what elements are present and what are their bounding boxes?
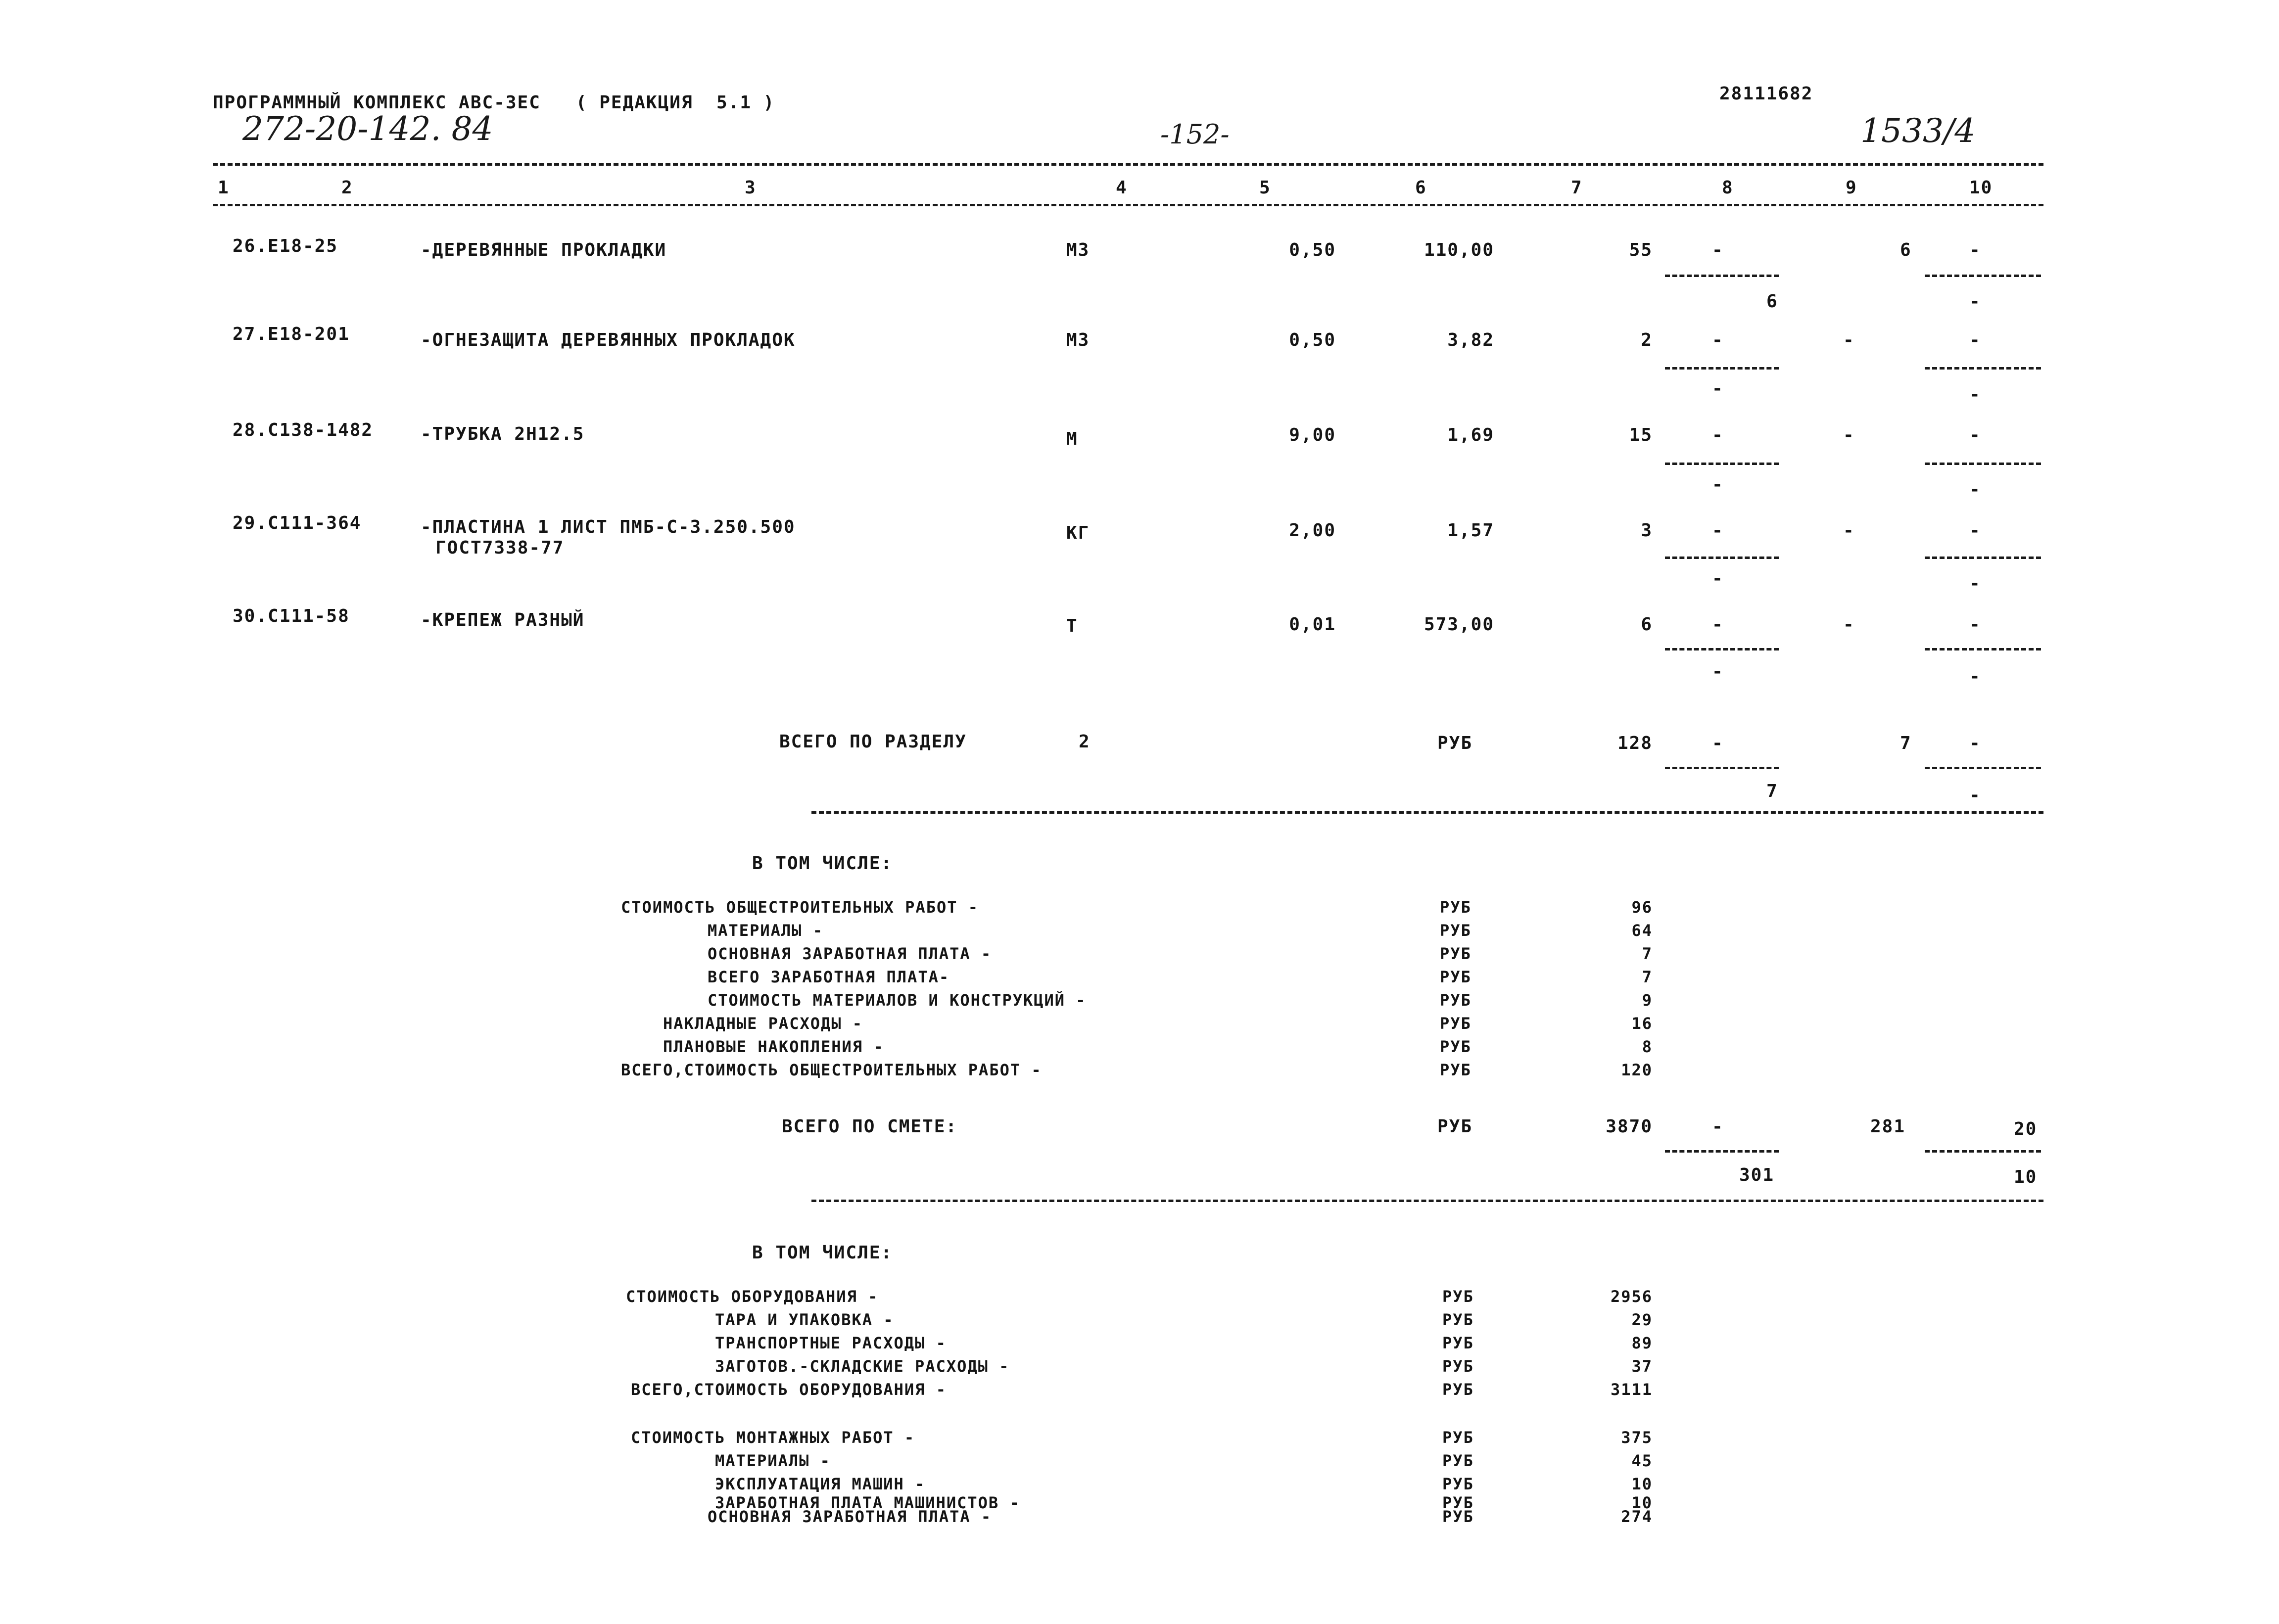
breakdown-label: СТОИМОСТЬ МАТЕРИАЛОВ И КОНСТРУКЦИЙ - — [708, 991, 1087, 1010]
breakdown-value: 29 — [1631, 1310, 1653, 1329]
breakdown-label: МАТЕРИАЛЫ - — [715, 1451, 831, 1470]
row-unit: М — [1066, 429, 1078, 449]
column-header: 2 — [341, 178, 353, 198]
row-col9: - — [1843, 614, 1855, 635]
breakdown-title: В ТОМ ЧИСЛЕ: — [752, 1243, 893, 1263]
breakdown-unit: РУБ — [1440, 1061, 1472, 1079]
cell-divider — [1925, 275, 2041, 277]
breakdown-unit: РУБ — [1442, 1310, 1474, 1329]
breakdown-label: ЗАГОТОВ.-СКЛАДСКИЕ РАСХОДЫ - — [715, 1357, 1010, 1376]
breakdown-unit: РУБ — [1442, 1357, 1474, 1376]
column-header: 1 — [218, 178, 230, 198]
breakdown-value: 2956 — [1610, 1287, 1653, 1306]
breakdown-label: ПЛАНОВЫЕ НАКОПЛЕНИЯ - — [663, 1037, 884, 1056]
section-number: 2 — [1079, 732, 1091, 752]
row-qty: 9,00 — [1289, 425, 1336, 445]
row-name: -КРЕПЕЖ РАЗНЫЙ — [421, 610, 585, 630]
row-qty: 0,50 — [1289, 330, 1336, 350]
row-unit: КГ — [1066, 523, 1090, 543]
breakdown-label: СТОИМОСТЬ МОНТАЖНЫХ РАБОТ - — [631, 1428, 915, 1447]
row-name: -ПЛАСТИНА 1 ЛИСТ ПМБ-С-3.250.500 — [421, 517, 796, 537]
breakdown-value: 89 — [1631, 1334, 1653, 1352]
row-total: 6 — [1641, 614, 1653, 635]
breakdown-label: ВСЕГО,СТОИМОСТЬ ОБОРУДОВАНИЯ - — [631, 1380, 947, 1399]
row-col8: - — [1712, 425, 1724, 445]
breakdown-unit: РУБ — [1440, 921, 1472, 940]
row-code: 29.С111-364 — [233, 513, 362, 533]
cell-divider — [1925, 767, 2041, 769]
row-total: 15 — [1629, 425, 1653, 445]
row-price: 110,00 — [1424, 240, 1494, 260]
document-code: 28111682 — [1719, 84, 1813, 104]
breakdown-label: ЗАРАБОТНАЯ ПЛАТА МАШИНИСТОВ - — [715, 1493, 1020, 1512]
header-rule-bottom — [213, 204, 2043, 206]
breakdown-value: 7 — [1642, 968, 1653, 986]
estimate-total-value: 3870 — [1606, 1116, 1653, 1137]
breakdown-value: 7 — [1642, 944, 1653, 963]
row-price: 573,00 — [1424, 614, 1494, 635]
program-header: ПРОГРАММНЫЙ КОМПЛЕКС АВС-ЗЕС ( РЕДАКЦИЯ 5.1 ) — [213, 93, 775, 113]
row-col10: - — [1969, 330, 1981, 350]
row-name: -ТРУБКА 2Н12.5 — [421, 424, 585, 444]
row-col10-sub: - — [1969, 291, 1981, 312]
breakdown-unit: РУБ — [1442, 1287, 1474, 1306]
column-header: 3 — [745, 178, 757, 198]
breakdown-label: ВСЕГО ЗАРАБОТНАЯ ПЛАТА- — [708, 968, 950, 986]
column-header: 4 — [1116, 178, 1128, 198]
row-col10: - — [1969, 425, 1981, 445]
cell-divider — [1665, 367, 1779, 370]
breakdown-unit: РУБ — [1440, 1014, 1472, 1033]
cell-divider — [1925, 648, 2041, 650]
cell-divider — [1665, 463, 1779, 465]
breakdown-unit: РУБ — [1442, 1507, 1474, 1526]
document-number: 272-20-142. 84 — [242, 110, 493, 148]
estimate-total-unit: РУБ — [1437, 1116, 1473, 1137]
column-header: 9 — [1846, 178, 1857, 198]
header-rule-top — [213, 163, 2043, 166]
row-code: 28.С138-1482 — [233, 420, 374, 440]
row-col8-sub: - — [1712, 661, 1724, 682]
breakdown-value: 10 — [1631, 1475, 1653, 1493]
row-total: 3 — [1641, 520, 1653, 541]
row-qty: 2,00 — [1289, 520, 1336, 541]
row-col8-sub: - — [1712, 378, 1724, 399]
row-name-2: ГОСТ7338-77 — [435, 538, 565, 558]
separator-line — [811, 1200, 2043, 1202]
column-header: 6 — [1415, 178, 1427, 198]
row-col8: - — [1712, 520, 1724, 541]
estimate-total-col9: 281 — [1870, 1116, 1906, 1137]
breakdown-unit: РУБ — [1440, 968, 1472, 986]
row-code: 30.С111-58 — [233, 606, 350, 626]
breakdown-value: 16 — [1631, 1014, 1653, 1033]
breakdown-label: ТАРА И УПАКОВКА - — [715, 1310, 894, 1329]
row-unit: М3 — [1066, 330, 1090, 350]
row-unit: Т — [1066, 616, 1078, 636]
breakdown-unit: РУБ — [1442, 1475, 1474, 1493]
breakdown-label: НАКЛАДНЫЕ РАСХОДЫ - — [663, 1014, 863, 1033]
estimate-total-col8: - — [1712, 1116, 1724, 1137]
section-total-col9: 7 — [1900, 733, 1912, 753]
breakdown-unit: РУБ — [1440, 898, 1472, 917]
row-price: 1,69 — [1447, 425, 1494, 445]
breakdown-value: 64 — [1631, 921, 1653, 940]
row-code: 27.Е18-201 — [233, 324, 350, 344]
sheet-number: 1533/4 — [1860, 112, 1976, 150]
column-header: 7 — [1571, 178, 1583, 198]
estimate-total-label: ВСЕГО ПО СМЕТЕ: — [782, 1116, 958, 1137]
breakdown-value: 37 — [1631, 1357, 1653, 1376]
breakdown-label: ВСЕГО,СТОИМОСТЬ ОБЩЕСТРОИТЕЛЬНЫХ РАБОТ - — [621, 1061, 1042, 1079]
row-name: -ОГНЕЗАЩИТА ДЕРЕВЯННЫХ ПРОКЛАДОК — [421, 330, 796, 350]
row-col10-sub: - — [1969, 479, 1981, 500]
breakdown-label: ТРАНСПОРТНЫЕ РАСХОДЫ - — [715, 1334, 947, 1352]
row-col8-sub: 6 — [1766, 291, 1778, 312]
breakdown-unit: РУБ — [1442, 1451, 1474, 1470]
row-price: 3,82 — [1447, 330, 1494, 350]
breakdown-value: 10 — [1631, 1493, 1653, 1512]
column-header: 8 — [1722, 178, 1734, 198]
cell-divider — [1925, 1150, 2041, 1153]
row-col9: - — [1843, 520, 1855, 541]
section-total-col10: - — [1969, 733, 1981, 753]
cell-divider — [1665, 648, 1779, 650]
row-col10: - — [1969, 614, 1981, 635]
column-header: 5 — [1259, 178, 1271, 198]
row-price: 1,57 — [1447, 520, 1494, 541]
row-col9: 6 — [1900, 240, 1912, 260]
row-col8: - — [1712, 240, 1724, 260]
section-total-col8-sub: 7 — [1766, 781, 1778, 801]
cell-divider — [1665, 557, 1779, 559]
row-name: -ДЕРЕВЯННЫЕ ПРОКЛАДКИ — [421, 240, 667, 260]
breakdown-value: 120 — [1621, 1061, 1653, 1079]
breakdown-label: ОСНОВНАЯ ЗАРАБОТНАЯ ПЛАТА - — [708, 944, 992, 963]
section-total-value: 128 — [1617, 733, 1653, 753]
cell-divider — [1665, 1150, 1779, 1153]
row-qty: 0,01 — [1289, 614, 1336, 635]
row-col10: - — [1969, 520, 1981, 541]
separator-line — [811, 811, 2043, 814]
breakdown-unit: РУБ — [1442, 1380, 1474, 1399]
breakdown-value: 9 — [1642, 991, 1653, 1010]
breakdown-title: В ТОМ ЧИСЛЕ: — [752, 853, 893, 874]
breakdown-unit: РУБ — [1440, 1037, 1472, 1056]
row-col9: - — [1843, 330, 1855, 350]
row-col10-sub: - — [1969, 666, 1981, 687]
breakdown-label: ЭКСПЛУАТАЦИЯ МАШИН - — [715, 1475, 926, 1493]
breakdown-unit: РУБ — [1442, 1334, 1474, 1352]
row-col10: - — [1969, 240, 1981, 260]
page-number: -152- — [1160, 119, 1230, 150]
row-col10-sub: - — [1969, 573, 1981, 594]
row-col10-sub: - — [1969, 384, 1981, 405]
breakdown-value: 274 — [1621, 1507, 1653, 1526]
row-total: 2 — [1641, 330, 1653, 350]
breakdown-value: 45 — [1631, 1451, 1653, 1470]
row-unit: М3 — [1066, 240, 1090, 260]
cell-divider — [1665, 767, 1779, 769]
breakdown-label: МАТЕРИАЛЫ - — [708, 921, 823, 940]
section-total-col10-sub: - — [1969, 785, 1981, 805]
breakdown-label: ОСНОВНАЯ ЗАРАБОТНАЯ ПЛАТА - — [708, 1507, 992, 1526]
estimate-total-col8-sub: 301 — [1739, 1165, 1775, 1185]
row-code: 26.Е18-25 — [233, 236, 338, 256]
row-col8: - — [1712, 330, 1724, 350]
breakdown-unit: РУБ — [1440, 991, 1472, 1010]
cell-divider — [1925, 557, 2041, 559]
breakdown-unit: РУБ — [1442, 1493, 1474, 1512]
breakdown-unit: РУБ — [1440, 944, 1472, 963]
row-qty: 0,50 — [1289, 240, 1336, 260]
cell-divider — [1665, 275, 1779, 277]
section-total-col8: - — [1712, 733, 1724, 753]
column-header: 10 — [1969, 178, 1993, 198]
breakdown-label: СТОИМОСТЬ ОБЩЕСТРОИТЕЛЬНЫХ РАБОТ - — [621, 898, 979, 917]
breakdown-label: СТОИМОСТЬ ОБОРУДОВАНИЯ - — [626, 1287, 879, 1306]
cell-divider — [1925, 367, 2041, 370]
breakdown-unit: РУБ — [1442, 1428, 1474, 1447]
row-col8-sub: - — [1712, 568, 1724, 589]
breakdown-value: 96 — [1631, 898, 1653, 917]
section-total-unit: РУБ — [1437, 733, 1473, 753]
section-total-label: ВСЕГО ПО РАЗДЕЛУ — [779, 732, 967, 752]
estimate-total-col10: 20 — [2014, 1119, 2038, 1139]
estimate-total-col10-sub: 10 — [2014, 1167, 2038, 1187]
breakdown-value: 3111 — [1610, 1380, 1653, 1399]
cell-divider — [1925, 463, 2041, 465]
row-col8: - — [1712, 614, 1724, 635]
breakdown-value: 8 — [1642, 1037, 1653, 1056]
breakdown-value: 375 — [1621, 1428, 1653, 1447]
row-total: 55 — [1629, 240, 1653, 260]
row-col9: - — [1843, 425, 1855, 445]
row-col8-sub: - — [1712, 474, 1724, 495]
